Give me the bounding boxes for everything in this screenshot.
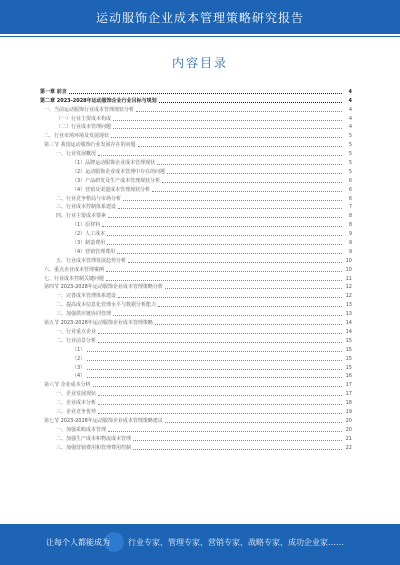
toc-entry[interactable] (40, 122, 352, 131)
toc-title: 内容目录 (171, 56, 228, 70)
toc-leader-dots (133, 449, 342, 450)
toc-entry-page: 6 (348, 177, 352, 184)
toc-entry-label: 第二章 2023-2028年运动服饰企业行业目标与规划 (40, 97, 157, 104)
toc-leader-dots (69, 93, 342, 94)
toc-entry[interactable] (40, 371, 352, 380)
toc-entry-label: （2） (72, 355, 86, 362)
toc-entry[interactable] (40, 379, 352, 388)
toc-leader-dots (157, 164, 342, 165)
toc-entry-label: 第三节 我国运动服饰行业发展存在的问题 (44, 142, 136, 149)
toc-leader-dots (106, 271, 342, 272)
toc-entry[interactable] (40, 193, 352, 202)
toc-leader-dots (118, 208, 342, 209)
toc-leader-dots (113, 315, 342, 316)
toc-entry-label: （二）行业成本管理问题 (56, 124, 112, 131)
toc-leader-dots (155, 324, 342, 325)
toc-leader-dots (133, 440, 342, 441)
toc-entry-label: 三、加强供应链协同管理 (56, 311, 112, 318)
toc-entry-label: （3）产品研发及生产成本管理现状分析 (72, 177, 161, 184)
toc-leader-dots (113, 128, 342, 129)
toc-entry-label: 第五节 2023-2028年运动服饰企业成本管理策略 (44, 320, 153, 327)
toc-entry-label: 一、完善成本管理体系建设 (56, 293, 117, 300)
toc-entry-page: 22 (345, 444, 352, 451)
toc-entry[interactable] (40, 166, 352, 175)
toc-entry-page: 5 (348, 142, 352, 149)
footer-slogan: 让每个人都能成为 (46, 538, 110, 547)
toc-entry-page: 14 (345, 328, 352, 335)
toc-leader-dots (87, 377, 342, 378)
toc-entry[interactable] (40, 237, 352, 246)
toc-entry[interactable] (40, 157, 352, 166)
toc-entry[interactable] (40, 184, 352, 193)
toc-leader-dots (111, 137, 342, 138)
toc-entry-label: （2）人工成本 (72, 231, 106, 238)
toc-entry-label: 一、行业重点企业 (56, 328, 97, 335)
toc-entry-page: 4 (348, 106, 352, 113)
toc-entry-page: 5 (348, 160, 352, 167)
toc-leader-dots (113, 120, 342, 121)
toc-entry-label: 一、加强采购成本管理 (56, 426, 107, 433)
toc-entry[interactable] (40, 95, 352, 104)
toc-leader-dots (98, 404, 342, 405)
toc-entry-label: （1）原材料 (72, 222, 101, 229)
toc-entry-label: （1）品牌运动服饰企业成本管理现状 (72, 160, 156, 167)
toc-leader-dots (87, 369, 342, 370)
toc-entry-label: （4） (72, 373, 86, 380)
toc-leader-dots (93, 386, 342, 387)
toc-entry-label: 二、加强生产成本和物流成本管理 (56, 435, 132, 442)
toc-entry[interactable] (40, 219, 352, 228)
table-of-contents (40, 86, 352, 451)
toc-entry-page: 12 (345, 284, 352, 291)
toc-entry[interactable] (40, 210, 352, 219)
toc-entry-label: 二、行业市场环境及发展现状 (44, 133, 110, 140)
toc-entry[interactable] (40, 246, 352, 255)
toc-entry[interactable] (40, 406, 352, 415)
toc-leader-dots (107, 235, 342, 236)
toc-entry-label: （2）运动服饰企业成本管理中存在的问题 (72, 168, 166, 175)
toc-entry-label: 三、企业竞争优势 (56, 408, 97, 415)
toc-entry-label: 五、行业成本管理发展趋势分析 (56, 257, 127, 264)
toc-entry[interactable] (40, 202, 352, 211)
toc-entry-page: 15 (345, 346, 352, 353)
toc-entry[interactable] (40, 86, 352, 95)
toc-entry-label: 一、当前运动服饰行业成本管理现状分析 (44, 106, 135, 113)
toc-entry-label: 二、行业前景分析 (56, 337, 97, 344)
toc-entry-page: 15 (345, 355, 352, 362)
toc-leader-dots (123, 200, 342, 201)
toc-entry-page: 13 (345, 302, 352, 309)
toc-entry-page: 15 (345, 337, 352, 344)
toc-entry-page: 11 (345, 275, 352, 282)
toc-leader-dots (98, 333, 342, 334)
toc-leader-dots (138, 146, 342, 147)
toc-entry-page: 9 (348, 231, 352, 238)
toc-entry[interactable] (40, 148, 352, 157)
toc-entry-page: 16 (345, 373, 352, 380)
toc-entry-page: 17 (345, 391, 352, 398)
toc-entry-label: 七、行业成本控制关键问题 (44, 275, 105, 282)
toc-leader-dots (98, 413, 342, 414)
toc-entry-label: 三、行业成本控制体系建设 (56, 204, 117, 211)
toc-entry-page: 8 (348, 213, 352, 220)
toc-leader-dots (87, 351, 342, 352)
toc-entry-page: 13 (345, 311, 352, 318)
toc-entry[interactable] (40, 362, 352, 371)
toc-leader-dots (162, 182, 342, 183)
toc-leader-dots (136, 111, 342, 112)
toc-entry-page: 21 (345, 435, 352, 442)
toc-entry[interactable] (40, 424, 352, 433)
toc-leader-dots (98, 342, 342, 343)
header-divider (0, 36, 400, 37)
toc-leader-dots (107, 244, 342, 245)
toc-entry-page: 4 (348, 88, 352, 95)
toc-entry-page: 12 (345, 293, 352, 300)
footer-roles: 行业专家、管理专家、营销专家、战略专家、成功企业家…… (128, 538, 344, 547)
toc-entry[interactable] (40, 228, 352, 237)
toc-leader-dots (98, 395, 342, 396)
toc-leader-dots (118, 297, 342, 298)
toc-entry-page: 20 (345, 417, 352, 424)
toc-entry[interactable] (40, 335, 352, 344)
header-bar (0, 0, 400, 34)
toc-entry-page: 7 (348, 204, 352, 211)
toc-leader-dots (159, 102, 342, 103)
toc-entry[interactable] (40, 175, 352, 184)
footer-bar (0, 524, 400, 565)
toc-entry-page: 15 (345, 364, 352, 371)
toc-entry[interactable] (40, 326, 352, 335)
toc-entry-page: 10 (345, 266, 352, 273)
toc-entry-label: （1） (72, 346, 86, 353)
toc-entry-label: （3） (72, 364, 86, 371)
toc-entry-label: 一、企业发展现状 (56, 391, 97, 398)
toc-entry-page: 9 (348, 240, 352, 247)
toc-entry[interactable] (40, 273, 352, 282)
toc-entry-page: 20 (345, 426, 352, 433)
toc-leader-dots (158, 306, 342, 307)
document-title: 运动服饰企业成本管理策略研究报告 (95, 10, 304, 25)
toc-entry-label: （一）行业主要成本构成 (56, 115, 112, 122)
toc-entry-label: 一、行业发展概况 (56, 151, 97, 158)
toc-entry-label: 三、加强营销费用和管理费用控制 (56, 444, 132, 451)
toc-entry-label: 二、行业竞争格局与市场分析 (56, 195, 122, 202)
toc-entry[interactable] (40, 433, 352, 442)
toc-leader-dots (117, 253, 342, 254)
toc-entry-page: 6 (348, 195, 352, 202)
toc-entry-label: 第七节 2023-2028年运动服饰企业成本管理策略建议 (44, 417, 163, 424)
toc-entry-page: 4 (348, 115, 352, 122)
toc-entry-page: 6 (348, 186, 352, 193)
toc-entry-label: 四、行业主要成本要素 (56, 213, 107, 220)
toc-entry[interactable] (40, 139, 352, 148)
toc-entry[interactable] (40, 299, 352, 308)
toc-entry-page: 10 (345, 257, 352, 264)
toc-entry[interactable] (40, 353, 352, 362)
toc-entry-page: 9 (348, 248, 352, 255)
toc-entry-label: （4）营销及渠道成本管理现状分析 (72, 186, 151, 193)
toc-entry-label: 六、重点企业成本管理案例 (44, 266, 105, 273)
toc-entry[interactable] (40, 282, 352, 291)
toc-leader-dots (106, 280, 342, 281)
toc-leader-dots (108, 217, 342, 218)
toc-leader-dots (108, 431, 342, 432)
toc-entry-page: 4 (348, 124, 352, 131)
toc-entry-page: 8 (348, 222, 352, 229)
toc-entry-label: 第六节 企业成本分析 (44, 382, 91, 389)
toc-entry[interactable] (40, 397, 352, 406)
toc-entry-label: （3）制造费用 (72, 240, 106, 247)
toc-leader-dots (87, 360, 342, 361)
toc-entry[interactable] (40, 255, 352, 264)
toc-entry-label: （4）营销管理费用 (72, 248, 116, 255)
toc-entry[interactable] (40, 317, 352, 326)
toc-leader-dots (128, 262, 342, 263)
toc-leader-dots (165, 422, 342, 423)
toc-entry-label: 第一章 前言 (40, 88, 67, 95)
toc-entry-page: 5 (348, 133, 352, 140)
toc-entry[interactable] (40, 104, 352, 113)
toc-entry-label: 二、企业成本分析 (56, 400, 97, 407)
toc-entry-page: 5 (348, 168, 352, 175)
toc-entry[interactable] (40, 308, 352, 317)
toc-entry[interactable] (40, 388, 352, 397)
toc-entry[interactable] (40, 113, 352, 122)
toc-entry[interactable] (40, 415, 352, 424)
toc-entry-page: 19 (345, 408, 352, 415)
toc-leader-dots (98, 155, 342, 156)
toc-entry[interactable] (40, 442, 352, 451)
toc-entry[interactable] (40, 290, 352, 299)
toc-entry[interactable] (40, 344, 352, 353)
toc-leader-dots (102, 226, 342, 227)
toc-entry-page: 18 (345, 400, 352, 407)
toc-entry-page: 4 (348, 97, 352, 104)
toc-leader-dots (165, 288, 342, 289)
toc-entry-label: 第四节 2023-2028年运动服饰企业成本管理策略分析 (44, 284, 163, 291)
toc-leader-dots (167, 173, 342, 174)
toc-entry-label: 二、提高成本信息化管理水平与数据分析能力 (56, 302, 157, 309)
toc-leader-dots (152, 191, 342, 192)
toc-entry-page: 5 (348, 151, 352, 158)
toc-entry[interactable] (40, 264, 352, 273)
toc-entry[interactable] (40, 130, 352, 139)
toc-entry-page: 17 (345, 382, 352, 389)
toc-entry-page: 14 (345, 320, 352, 327)
